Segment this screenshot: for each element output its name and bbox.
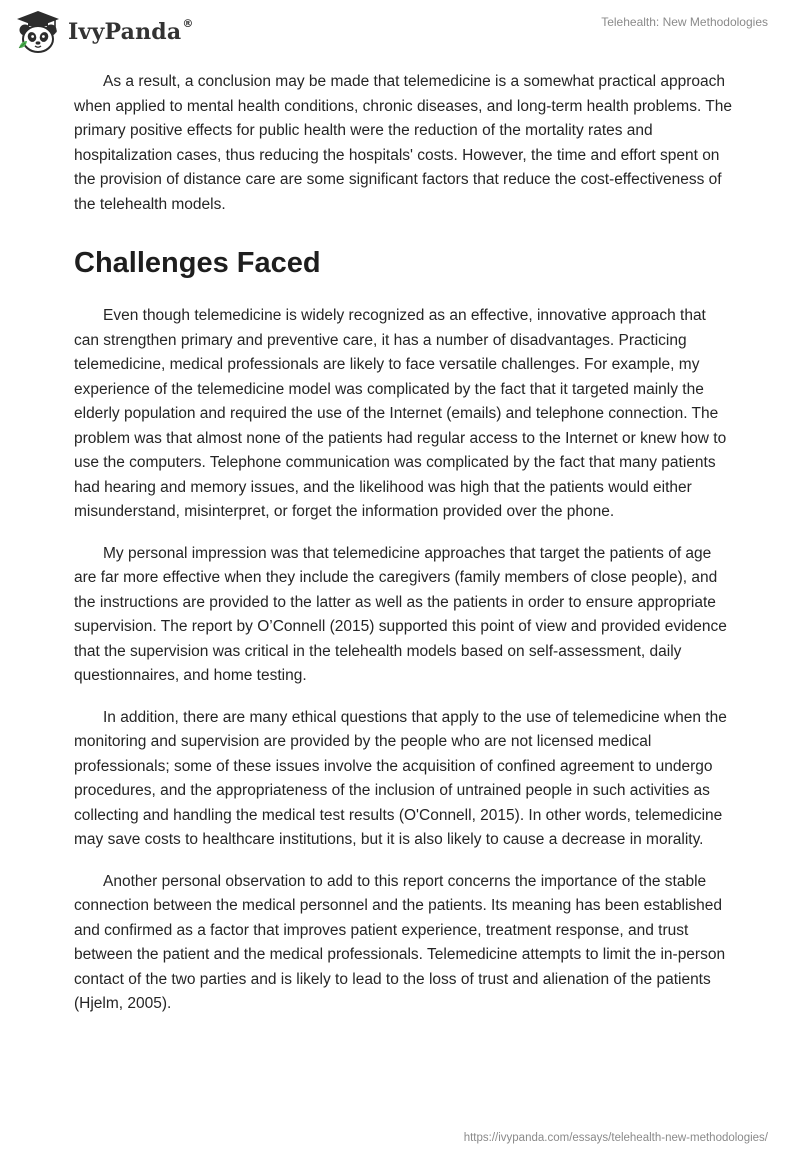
document-title: Telehealth: New Methodologies	[601, 15, 768, 29]
essay-body	[74, 70, 734, 1017]
panda-graduate-icon	[14, 8, 62, 56]
paragraph-personal-impression: My personal impression was that telemedicine approaches that target the patients of age are far more effective when they include the caregivers (family members of close people), and the instructions are provided to the latter as well as the patients in order to ensure appropriate supervision. The report by O’Connell (2015) supported this point of view and provided evidence that the supervision was critical in the telehealth models based on self-assessment, daily questionnaires, and home testing.	[74, 544, 727, 684]
logo-wordmark: IvyPanda ®	[68, 17, 194, 45]
section-heading: Challenges Faced	[74, 247, 321, 279]
ivypanda-logo[interactable]	[14, 8, 194, 56]
paragraph-ethical-questions: In addition, there are many ethical questions that apply to the use of telemedicine when the monitoring and supervision are provided by the people who are not licensed medical professionals; some of these issues involve the acquisition of confined agreement to undergo procedures, and the appropriateness of the inclusion of untrained people in such activities as collecting and handling the medical test results (O'Connell, 2015). In other words, telemedicine may save costs to healthcare institutions, but it is also likely to cause a decrease in morality.	[74, 708, 727, 848]
paragraph-conclusion: As a result, a conclusion may be made that telemedicine is a somewhat practical approach when applied to mental health conditions, chronic diseases, and long-term health problems. The primary positive effects for public health were the reduction of the mortality rates and hospitalization cases, thus reducing the hospitals' costs. However, the time and effort spent on the provision of distance care are some significant factors that reduce the cost-effectiveness of the telehealth models.	[74, 73, 732, 213]
paragraph-personal-observation: Another personal observation to add to this report concerns the importance of the stable connection between the medical personnel and the patients. Its meaning has been established and confirmed as a factor that improves patient experience, treatment response, and trust between the patient and the medical professionals. Telemedicine attempts to limit the in-person contact of the two parties and is likely to lead to the loss of trust and alienation of the patients (Hjelm, 2005).	[74, 872, 726, 1012]
paragraph-challenges-intro: Even though telemedicine is widely recognized as an effective, innovative approach that can strengthen primary and preventive care, it has a number of disadvantages. Practicing telemedicine, medical professionals are likely to face versatile challenges. For example, my experience of the telemedicine model was complicated by the fact that it targeted mainly the elderly population and required the use of the Internet (emails) and telephone connection. The problem was that almost none of the patients had regular access to the Internet or knew how to use the computers. Telephone communication was complicated by the fact that many patients had hearing and memory issues, and the likelihood was high that the patients would either misunderstand, misinterpret, or forget the information provided over the phone.	[74, 307, 727, 520]
page-header	[0, 0, 800, 66]
source-url[interactable]: https://ivypanda.com/essays/telehealth-new-methodologies/	[463, 1132, 768, 1144]
